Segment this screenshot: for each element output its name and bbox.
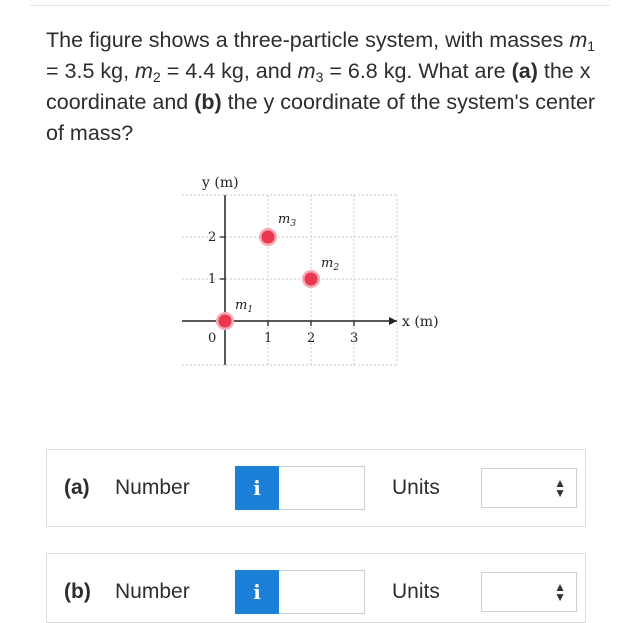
question-text	[46, 25, 606, 149]
part-a-number-label: Number	[115, 476, 190, 499]
question-start: What are	[412, 59, 512, 83]
m2-value: = 4.4 kg, and	[160, 59, 298, 83]
m3-subscript: 3	[315, 69, 324, 85]
part-b-units-label: Units	[392, 580, 440, 603]
particle-m3-label-sub: 3	[290, 219, 297, 229]
top-divider	[30, 5, 610, 6]
x-tick-0: 0	[208, 331, 217, 346]
y-tick-1: 1	[208, 272, 217, 287]
part-a-units-label: Units	[392, 476, 440, 499]
part-a-label: (a)	[64, 476, 90, 499]
particle-m1-label-sub: 1	[247, 305, 254, 315]
m1-symbol: m	[569, 28, 588, 52]
y-tick-2: 2	[208, 230, 217, 245]
particles	[216, 212, 339, 330]
x-tick-1: 1	[264, 331, 273, 346]
m3-value: = 6.8 kg.	[323, 59, 413, 83]
part-a-tag: (a)	[511, 59, 538, 83]
particle-m3	[262, 231, 275, 244]
answer-panel-b	[46, 553, 586, 623]
particle-m1-label: $m_1$	[235, 298, 254, 315]
particle-m1	[219, 315, 232, 328]
question-end: the y coordinate of the system's center of mass?	[46, 90, 596, 145]
info-icon-glyph: i	[253, 476, 261, 500]
particle-m2	[305, 273, 318, 286]
m1-value: = 3.5 kg,	[46, 59, 136, 83]
m2-subscript: 2	[152, 69, 161, 85]
info-icon-glyph: i	[253, 580, 261, 604]
chevron-up-down-icon: ▲ ▼	[554, 476, 566, 500]
particle-m3-label: $m_3$	[278, 212, 297, 229]
x-axis-label: x (m)	[402, 314, 439, 330]
part-b-label: (b)	[64, 580, 91, 603]
part-b-tag: (b)	[194, 90, 222, 114]
x-tick-2: 2	[307, 331, 316, 346]
particle-m2-label-sub: 2	[333, 263, 340, 273]
chevron-up-down-icon: ▲ ▼	[554, 580, 566, 604]
question-mid: the x coordinate and	[46, 59, 591, 114]
particle-figure	[180, 170, 470, 370]
part-b-units-select[interactable]	[481, 572, 577, 612]
m1-subscript: 1	[587, 38, 596, 54]
figure-canvas	[180, 170, 470, 370]
m2-symbol: m	[135, 59, 153, 83]
m3-symbol: m	[297, 59, 316, 83]
part-b-number-input[interactable]	[279, 570, 365, 614]
question-intro: The figure shows a three-particle system, with masses	[46, 28, 570, 52]
answer-panel-a	[46, 449, 586, 527]
part-a-number-input[interactable]	[279, 466, 365, 510]
part-a-units-select[interactable]	[481, 468, 577, 508]
info-icon[interactable]	[235, 466, 279, 510]
x-tick-3: 3	[350, 331, 359, 346]
part-b-number-label: Number	[115, 580, 190, 603]
y-axis-label: y (m)	[202, 175, 239, 191]
info-icon[interactable]	[235, 570, 279, 614]
particle-m2-label: $m_2$	[321, 256, 340, 273]
x-axis-arrow	[389, 317, 397, 325]
